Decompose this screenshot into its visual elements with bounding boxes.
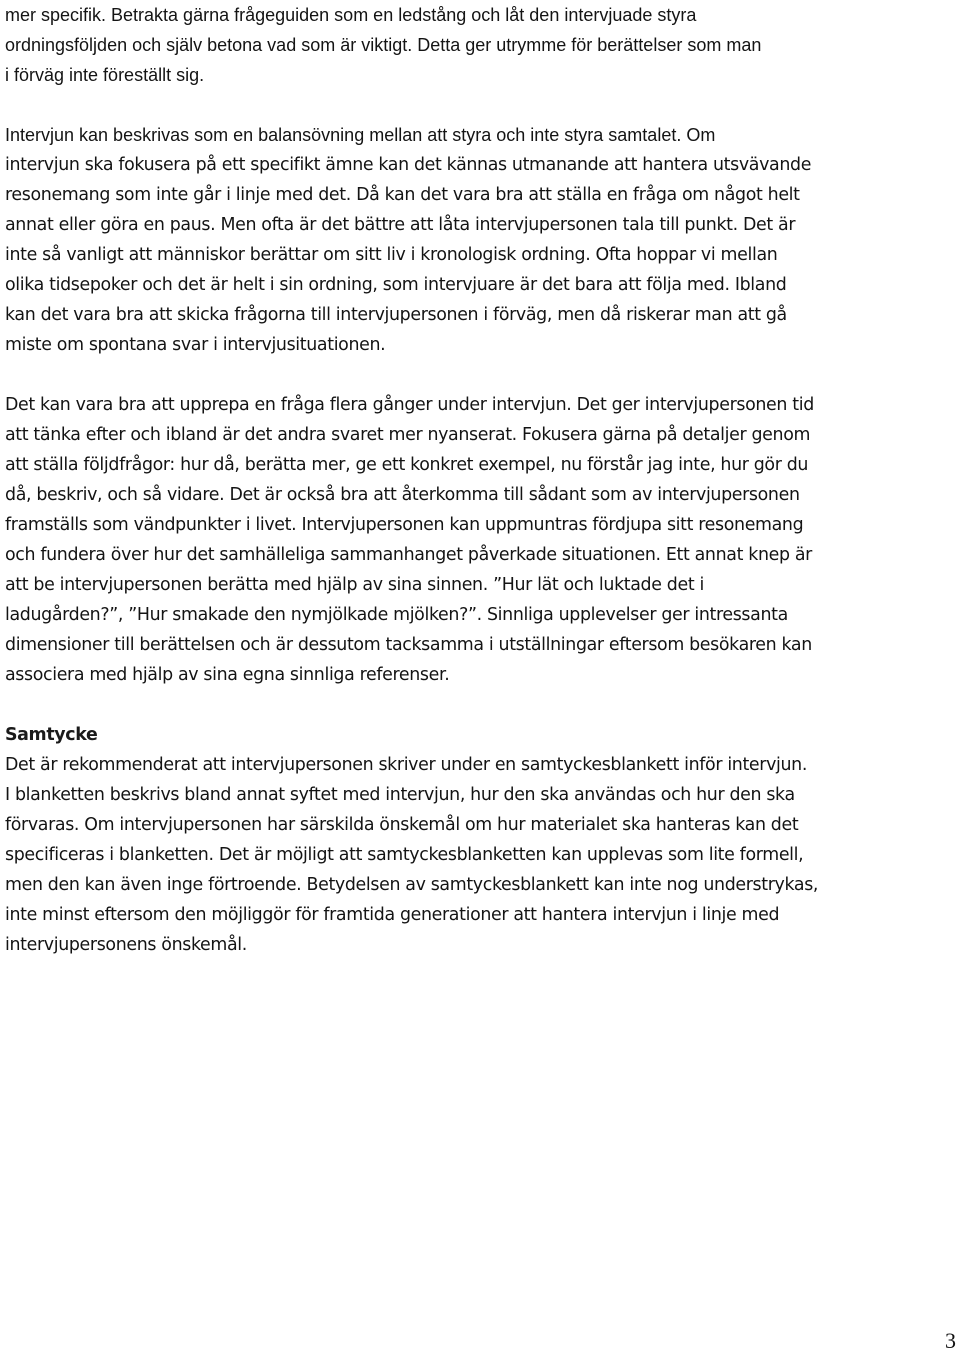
- text-line: kan det vara bra att skicka frågorna till intervjupersonen i förväg, men då riskerar man att gå: [5, 305, 787, 325]
- text-line: Det kan vara bra att upprepa en fråga flera gånger under intervjun. Det ger intervjupersonen tid: [5, 395, 814, 415]
- text-line: intervjun ska fokusera på ett specifikt ämne kan det kännas utmanande att hantera utsvävande: [5, 155, 812, 175]
- text-line: olika tidsepoker och det är helt i sin ordning, som intervjuare är det bara att följa med. Ibland: [5, 275, 787, 295]
- intro-paragraph: [5, 0, 955, 90]
- text-line: miste om spontana svar i intervjusituationen.: [5, 335, 386, 355]
- text-line: inte så vanligt att människor berättar om sitt liv i kronologisk ordning. Ofta hoppar vi mellan: [5, 245, 778, 265]
- page-content: [5, 0, 955, 960]
- text-line: framställs som vändpunkter i livet. Intervjupersonen kan uppmuntras fördjupa sitt resonemang: [5, 515, 804, 535]
- text-line: förvaras. Om intervjupersonen har särskilda önskemål om hur materialet ska hanteras kan det: [5, 815, 799, 835]
- text-line: mer specifik. Betrakta gärna frågeguiden som en ledstång och låt den intervjuade styra: [5, 5, 697, 25]
- paragraph-gap: [5, 690, 955, 720]
- text-line: specificeras i blanketten. Det är möjligt att samtyckesblanketten kan upplevas som lite formell,: [5, 845, 804, 865]
- text-line: ladugården?”, ”Hur smakade den nymjölkade mjölken?”. Sinnliga upplevelser ger intressanta: [5, 605, 788, 625]
- paragraph-balance: [5, 120, 955, 360]
- text-line: ordningsföljden och själv betona vad som är viktigt. Detta ger utrymme för berättelser som man: [5, 35, 762, 55]
- paragraph-repeat-questions: [5, 390, 955, 690]
- paragraph-gap: [5, 90, 955, 120]
- text-line: associera med hjälp av sina egna sinnliga referenser.: [5, 665, 450, 685]
- text-line: i förväg inte föreställt sig.: [5, 65, 205, 85]
- text-line: annat eller göra en paus. Men ofta är det bättre att låta intervjupersonen tala till punkt. Det är: [5, 215, 796, 235]
- text-line: Det är rekommenderat att intervjupersonen skriver under en samtyckesblankett inför intervjun.: [5, 755, 808, 775]
- text-line: men den kan även inge förtroende. Betydelsen av samtyckesblankett kan inte nog understrykas,: [5, 875, 819, 895]
- text-line: intervjupersonens önskemål.: [5, 935, 247, 955]
- text-line: då, beskriv, och så vidare. Det är också bra att återkomma till sådant som av intervjupersonen: [5, 485, 800, 505]
- text-line: Intervjun kan beskrivas som en balansövning mellan att styra och inte styra samtalet. Om: [5, 125, 716, 145]
- page-number: 3: [945, 1328, 956, 1353]
- text-line: dimensioner till berättelsen och är dessutom tacksamma i utställningar eftersom besökaren kan: [5, 635, 812, 655]
- paragraph-gap: [5, 360, 955, 390]
- text-line: och fundera över hur det samhälleliga sammanhanget påverkade situationen. Ett annat knep är: [5, 545, 812, 565]
- text-line: att ställa följdfrågor: hur då, berätta mer, ge ett konkret exempel, nu förstår jag inte, hur gör du: [5, 455, 809, 475]
- section-heading: Samtycke: [5, 725, 98, 745]
- consent-section: [5, 720, 955, 960]
- text-line: I blanketten beskrivs bland annat syftet med intervjun, hur den ska användas och hur den ska: [5, 785, 795, 805]
- text-line: att be intervjupersonen berätta med hjälp av sina sinnen. ”Hur lät och luktade det i: [5, 575, 704, 595]
- text-line: att tänka efter och ibland är det andra svaret mer nyanserat. Fokusera gärna på detaljer genom: [5, 425, 811, 445]
- text-line: resonemang som inte går i linje med det. Då kan det vara bra att ställa en fråga om något helt: [5, 185, 800, 205]
- text-line: inte minst eftersom den möjliggör för framtida generationer att hantera intervjun i linje med: [5, 905, 780, 925]
